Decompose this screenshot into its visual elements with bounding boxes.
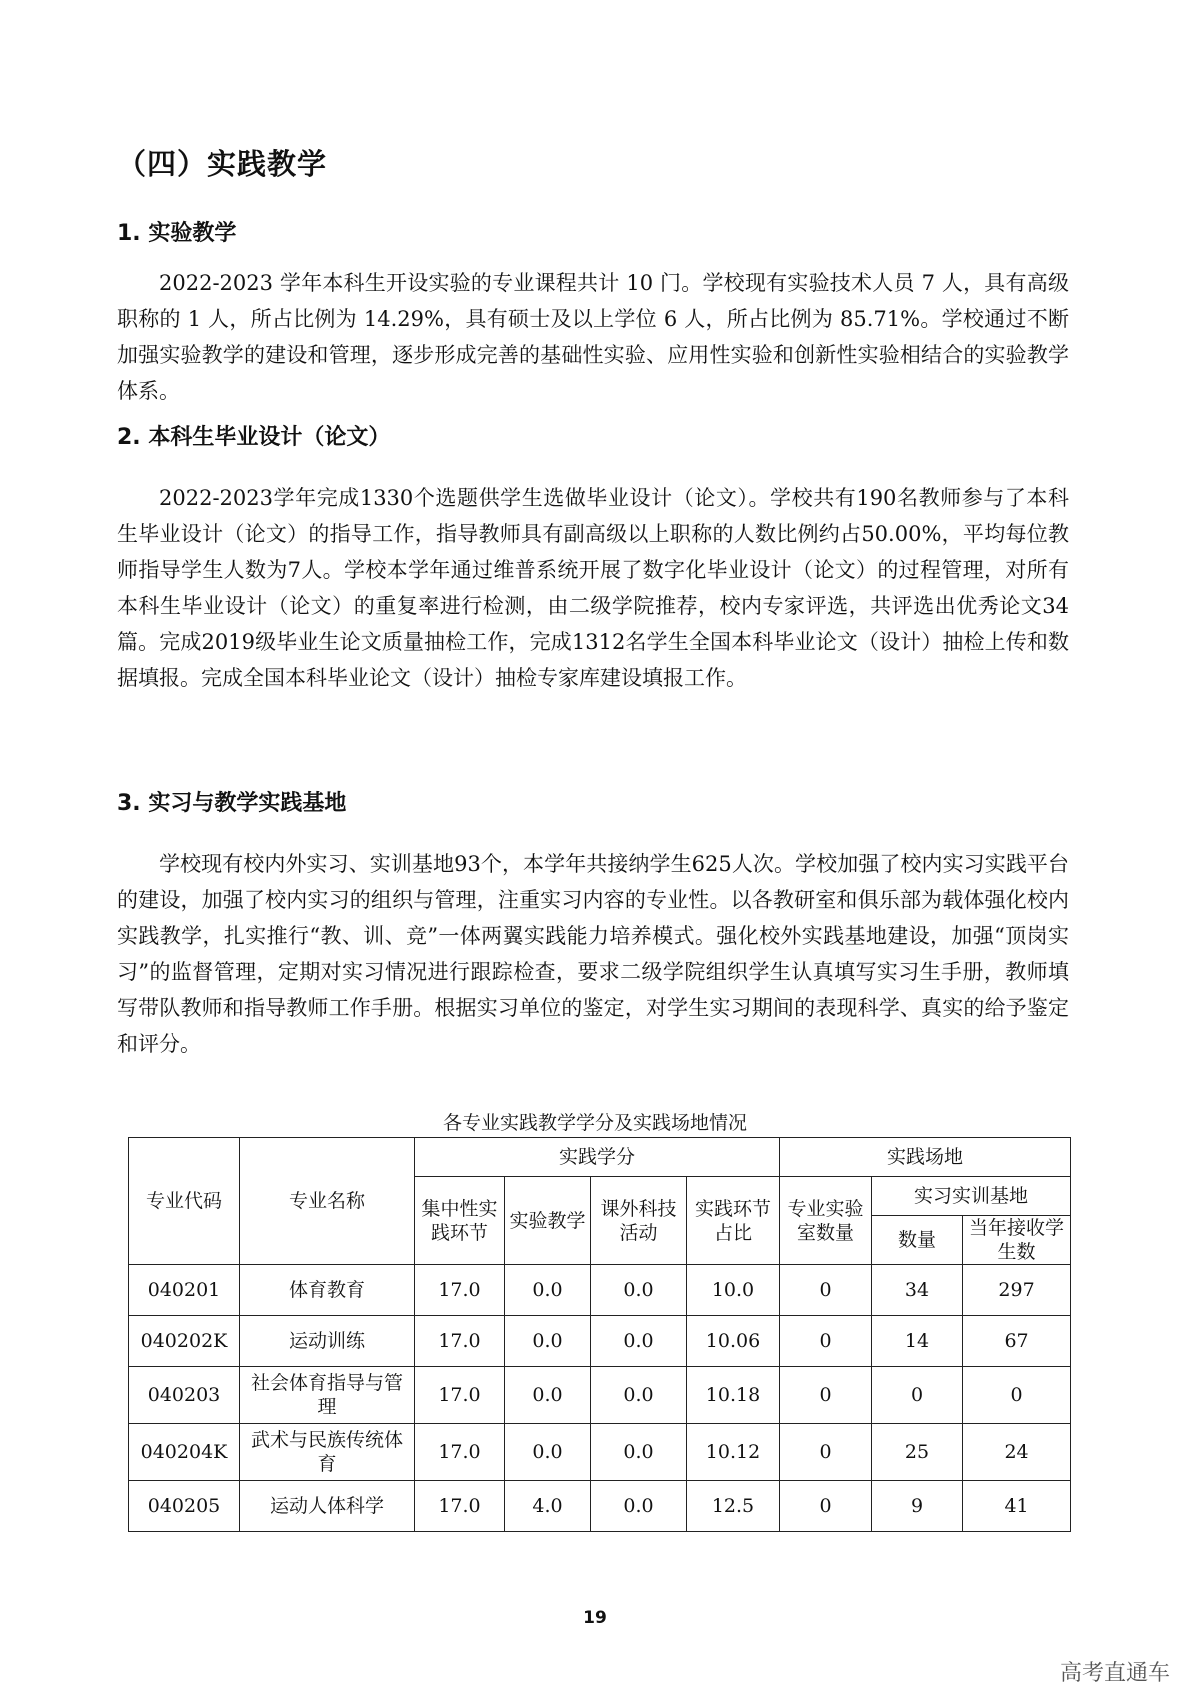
cell-extracurricular: 0.0 xyxy=(591,1367,687,1424)
header-labs: 专业实验室数量 xyxy=(780,1177,872,1265)
header-base-count: 数量 xyxy=(872,1216,963,1265)
page-number: 19 xyxy=(583,1608,607,1628)
cell-experiment: 0.0 xyxy=(505,1424,591,1481)
cell-labs: 0 xyxy=(780,1424,872,1481)
cell-code: 040201 xyxy=(129,1265,240,1316)
cell-name: 运动人体科学 xyxy=(240,1481,415,1532)
practice-credits-table xyxy=(128,1137,1071,1532)
cell-ratio: 10.0 xyxy=(687,1265,780,1316)
cell-extracurricular: 0.0 xyxy=(591,1265,687,1316)
section-title: （四）实践教学 xyxy=(117,147,328,181)
cell-labs: 0 xyxy=(780,1316,872,1367)
cell-labs: 0 xyxy=(780,1265,872,1316)
cell-ratio: 10.12 xyxy=(687,1424,780,1481)
watermark-text: 高考直通车 xyxy=(1059,1661,1170,1686)
cell-concentrated: 17.0 xyxy=(415,1481,505,1532)
header-base-group: 实习实训基地 xyxy=(872,1177,1071,1216)
header-code: 专业代码 xyxy=(129,1138,240,1265)
cell-students: 41 xyxy=(963,1481,1071,1532)
table-row xyxy=(129,1481,1071,1532)
cell-name: 武术与民族传统体育 xyxy=(240,1424,415,1481)
cell-experiment: 4.0 xyxy=(505,1481,591,1532)
cell-labs: 0 xyxy=(780,1367,872,1424)
subsection-heading-internship: 3. 实习与教学实践基地 xyxy=(117,791,347,816)
cell-ratio: 10.06 xyxy=(687,1316,780,1367)
cell-experiment: 0.0 xyxy=(505,1367,591,1424)
header-experiment: 实验教学 xyxy=(505,1177,591,1265)
header-students: 当年接收学生数 xyxy=(963,1216,1071,1265)
cell-base-count: 25 xyxy=(872,1424,963,1481)
table-row xyxy=(129,1424,1071,1481)
subsection-heading-experiment: 1. 实验教学 xyxy=(117,221,237,246)
cell-experiment: 0.0 xyxy=(505,1316,591,1367)
cell-labs: 0 xyxy=(780,1481,872,1532)
cell-code: 040203 xyxy=(129,1367,240,1424)
cell-ratio: 12.5 xyxy=(687,1481,780,1532)
cell-students: 0 xyxy=(963,1367,1071,1424)
cell-code: 040205 xyxy=(129,1481,240,1532)
cell-experiment: 0.0 xyxy=(505,1265,591,1316)
header-credits-group: 实践学分 xyxy=(415,1138,780,1177)
cell-base-count: 34 xyxy=(872,1265,963,1316)
cell-ratio: 10.18 xyxy=(687,1367,780,1424)
cell-extracurricular: 0.0 xyxy=(591,1316,687,1367)
header-extracurricular: 课外科技活动 xyxy=(591,1177,687,1265)
cell-code: 040204K xyxy=(129,1424,240,1481)
header-ratio: 实践环节占比 xyxy=(687,1177,780,1265)
cell-extracurricular: 0.0 xyxy=(591,1424,687,1481)
subsection-heading-thesis: 2. 本科生毕业设计（论文） xyxy=(117,425,391,450)
cell-students: 24 xyxy=(963,1424,1071,1481)
cell-students: 297 xyxy=(963,1265,1071,1316)
cell-name: 运动训练 xyxy=(240,1316,415,1367)
cell-extracurricular: 0.0 xyxy=(591,1481,687,1532)
header-concentrated: 集中性实践环节 xyxy=(415,1177,505,1265)
paragraph-experiment: 2022-2023 学年本科生开设实验的专业课程共计 10 门。学校现有实验技术人员 7 人，具有高级职称的 1 人，所占比例为 14.29%，具有硕士及以上学位 6 人，所占比例为 85.71%。学校通过不断加强实验教学的建设和管理，逐步形成完善的基础性实验、应用性实验和创新性实验相结合的实验教学体系。 xyxy=(117,271,1069,403)
paragraph-thesis: 2022-2023学年完成1330个选题供学生选做毕业设计（论文）。学校共有190名教师参与了本科生毕业设计（论文）的指导工作，指导教师具有副高级以上职称的人数比例约占50.00%，平均每位教师指导学生人数为7人。学校本学年通过维普系统开展了数字化毕业设计（论文）的过程管理，对所有本科生毕业设计（论文）的重复率进行检测，由二级学院推荐，校内专家评选，共评选出优秀论文34篇。完成2019级毕业生论文质量抽检工作，完成1312名学生全国本科毕业论文（设计）抽检上传和数据填报。完成全国本科毕业论文（设计）抽检专家库建设填报工作。 xyxy=(117,486,1069,690)
cell-base-count: 14 xyxy=(872,1316,963,1367)
cell-concentrated: 17.0 xyxy=(415,1316,505,1367)
cell-name: 体育教育 xyxy=(240,1265,415,1316)
cell-code: 040202K xyxy=(129,1316,240,1367)
table-row xyxy=(129,1265,1071,1316)
header-venue-group: 实践场地 xyxy=(780,1138,1071,1177)
cell-base-count: 0 xyxy=(872,1367,963,1424)
table-row xyxy=(129,1316,1071,1367)
paragraph-internship: 学校现有校内外实习、实训基地93个，本学年共接纳学生625人次。学校加强了校内实习实践平台的建设，加强了校内实习的组织与管理，注重实习内容的专业性。以各教研室和俱乐部为载体强化校内实践教学，扎实推行“教、训、竞”一体两翼实践能力培养模式。强化校外实践基地建设，加强“顶岗实习”的监督管理，定期对实习情况进行跟踪检查，要求二级学院组织学生认真填写实习生手册，教师填写带队教师和指导教师工作手册。根据实习单位的鉴定，对学生实习期间的表现科学、真实的给予鉴定和评分。 xyxy=(117,852,1069,1056)
cell-students: 67 xyxy=(963,1316,1071,1367)
cell-concentrated: 17.0 xyxy=(415,1367,505,1424)
cell-base-count: 9 xyxy=(872,1481,963,1532)
cell-concentrated: 17.0 xyxy=(415,1265,505,1316)
header-name: 专业名称 xyxy=(240,1138,415,1265)
table-row xyxy=(129,1367,1071,1424)
table-caption: 各专业实践教学学分及实践场地情况 xyxy=(442,1112,747,1134)
cell-concentrated: 17.0 xyxy=(415,1424,505,1481)
cell-name: 社会体育指导与管理 xyxy=(240,1367,415,1424)
